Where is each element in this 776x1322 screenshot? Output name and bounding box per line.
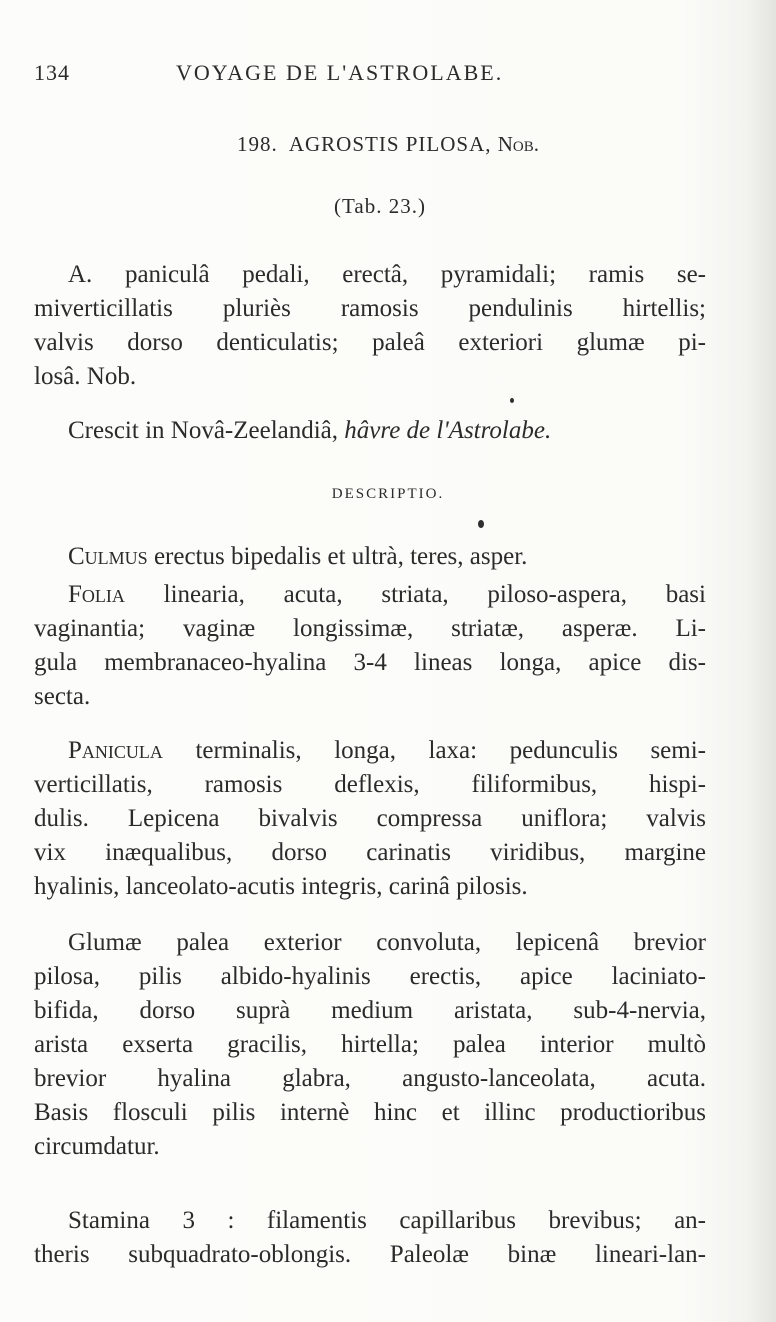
panicula-line [34,734,706,768]
page-number: 134 [34,60,70,85]
species-authority: Nob. [497,132,540,156]
habitat-text: Crescit in Novâ-Zeelandiâ, [68,417,339,444]
glumae-line: circumdatur. [34,1133,160,1160]
folia-line: vaginantia; vaginæ longissimæ, striatæ, asperæ. Li- [34,615,706,642]
species-name: AGROSTIS PILOSA, [288,132,492,156]
diagnosis-paragraph [34,258,706,394]
glumae-line: pilosa, pilis albido-hyalinis erectis, apice laciniato- [34,963,706,990]
folia-term: Folia [68,581,125,608]
culmus-paragraph [34,540,706,574]
species-number: 198. [236,132,278,156]
glumae-line: brevior hyalina glabra, angusto-lanceolata, acuta. [34,1065,706,1092]
stamina-paragraph [34,1204,706,1272]
culmus-line [34,540,706,574]
diagnosis-line: miverticillatis pluriès ramosis pendulinis hirtellis; [34,295,706,322]
panicula-paragraph [34,734,706,904]
culmus-term: Culmus [68,543,148,570]
plate-reference: (Tab. 23.) [334,194,426,218]
habitat-place: hâvre de l'Astrolabe. [344,417,552,444]
diagnosis-line: A. paniculâ pedali, erectâ, pyramidali; ramis se- [68,261,706,288]
ink-spot [510,398,514,403]
folia-line: gula membranaceo-hyalina 3-4 lineas longa, apice dis- [34,649,706,676]
stamina-line: Stamina 3 : filamentis capillaribus brevibus; an- [68,1207,706,1234]
panicula-term: Panicula [68,737,163,764]
running-head [34,60,714,90]
species-heading [0,132,776,157]
panicula-line: vix inæqualibus, dorso carinatis viridibus, margine [34,839,706,866]
folia-first-text: linearia, acuta, striata, piloso-aspera, basi [163,581,706,608]
glumae-line: bifida, dorso suprà medium aristata, sub-4-nervia, [34,997,706,1024]
diagnosis-line: valvis dorso denticulatis; paleâ exteriori glumæ pi- [34,329,706,356]
panicula-line: dulis. Lepicena bivalvis compressa uniflora; valvis [34,805,706,832]
running-title: VOYAGE DE L'ASTROLABE. [176,60,504,85]
glumae-line: arista exserta gracilis, hirtella; palea interior multò [34,1031,706,1058]
description-heading: DESCRIPTIO. [331,486,445,502]
panicula-first-text: terminalis, longa, laxa: pedunculis semi- [195,737,706,764]
culmus-text: erectus bipedalis et ultrà, teres, asper. [153,543,528,570]
diagnosis-line: losâ. Nob. [34,363,137,390]
ink-spot [478,520,484,528]
habitat-paragraph [34,414,706,448]
habitat-line [34,414,706,448]
panicula-line: verticillatis, ramosis deflexis, filiformibus, hispi- [34,771,706,798]
folia-paragraph [34,578,706,714]
glumae-line: Basis flosculi pilis internè hinc et illinc productioribus [34,1099,706,1126]
stamina-line: theris subquadrato-oblongis. Paleolæ binæ lineari-lan- [34,1241,706,1268]
panicula-line: hyalinis, lanceolato-acutis integris, carinâ pilosis. [34,873,528,900]
folia-line [34,578,706,612]
glumae-paragraph [34,926,706,1164]
glumae-line: Glumæ palea exterior convoluta, lepicenâ brevior [68,929,706,956]
folia-line: secta. [34,683,91,710]
